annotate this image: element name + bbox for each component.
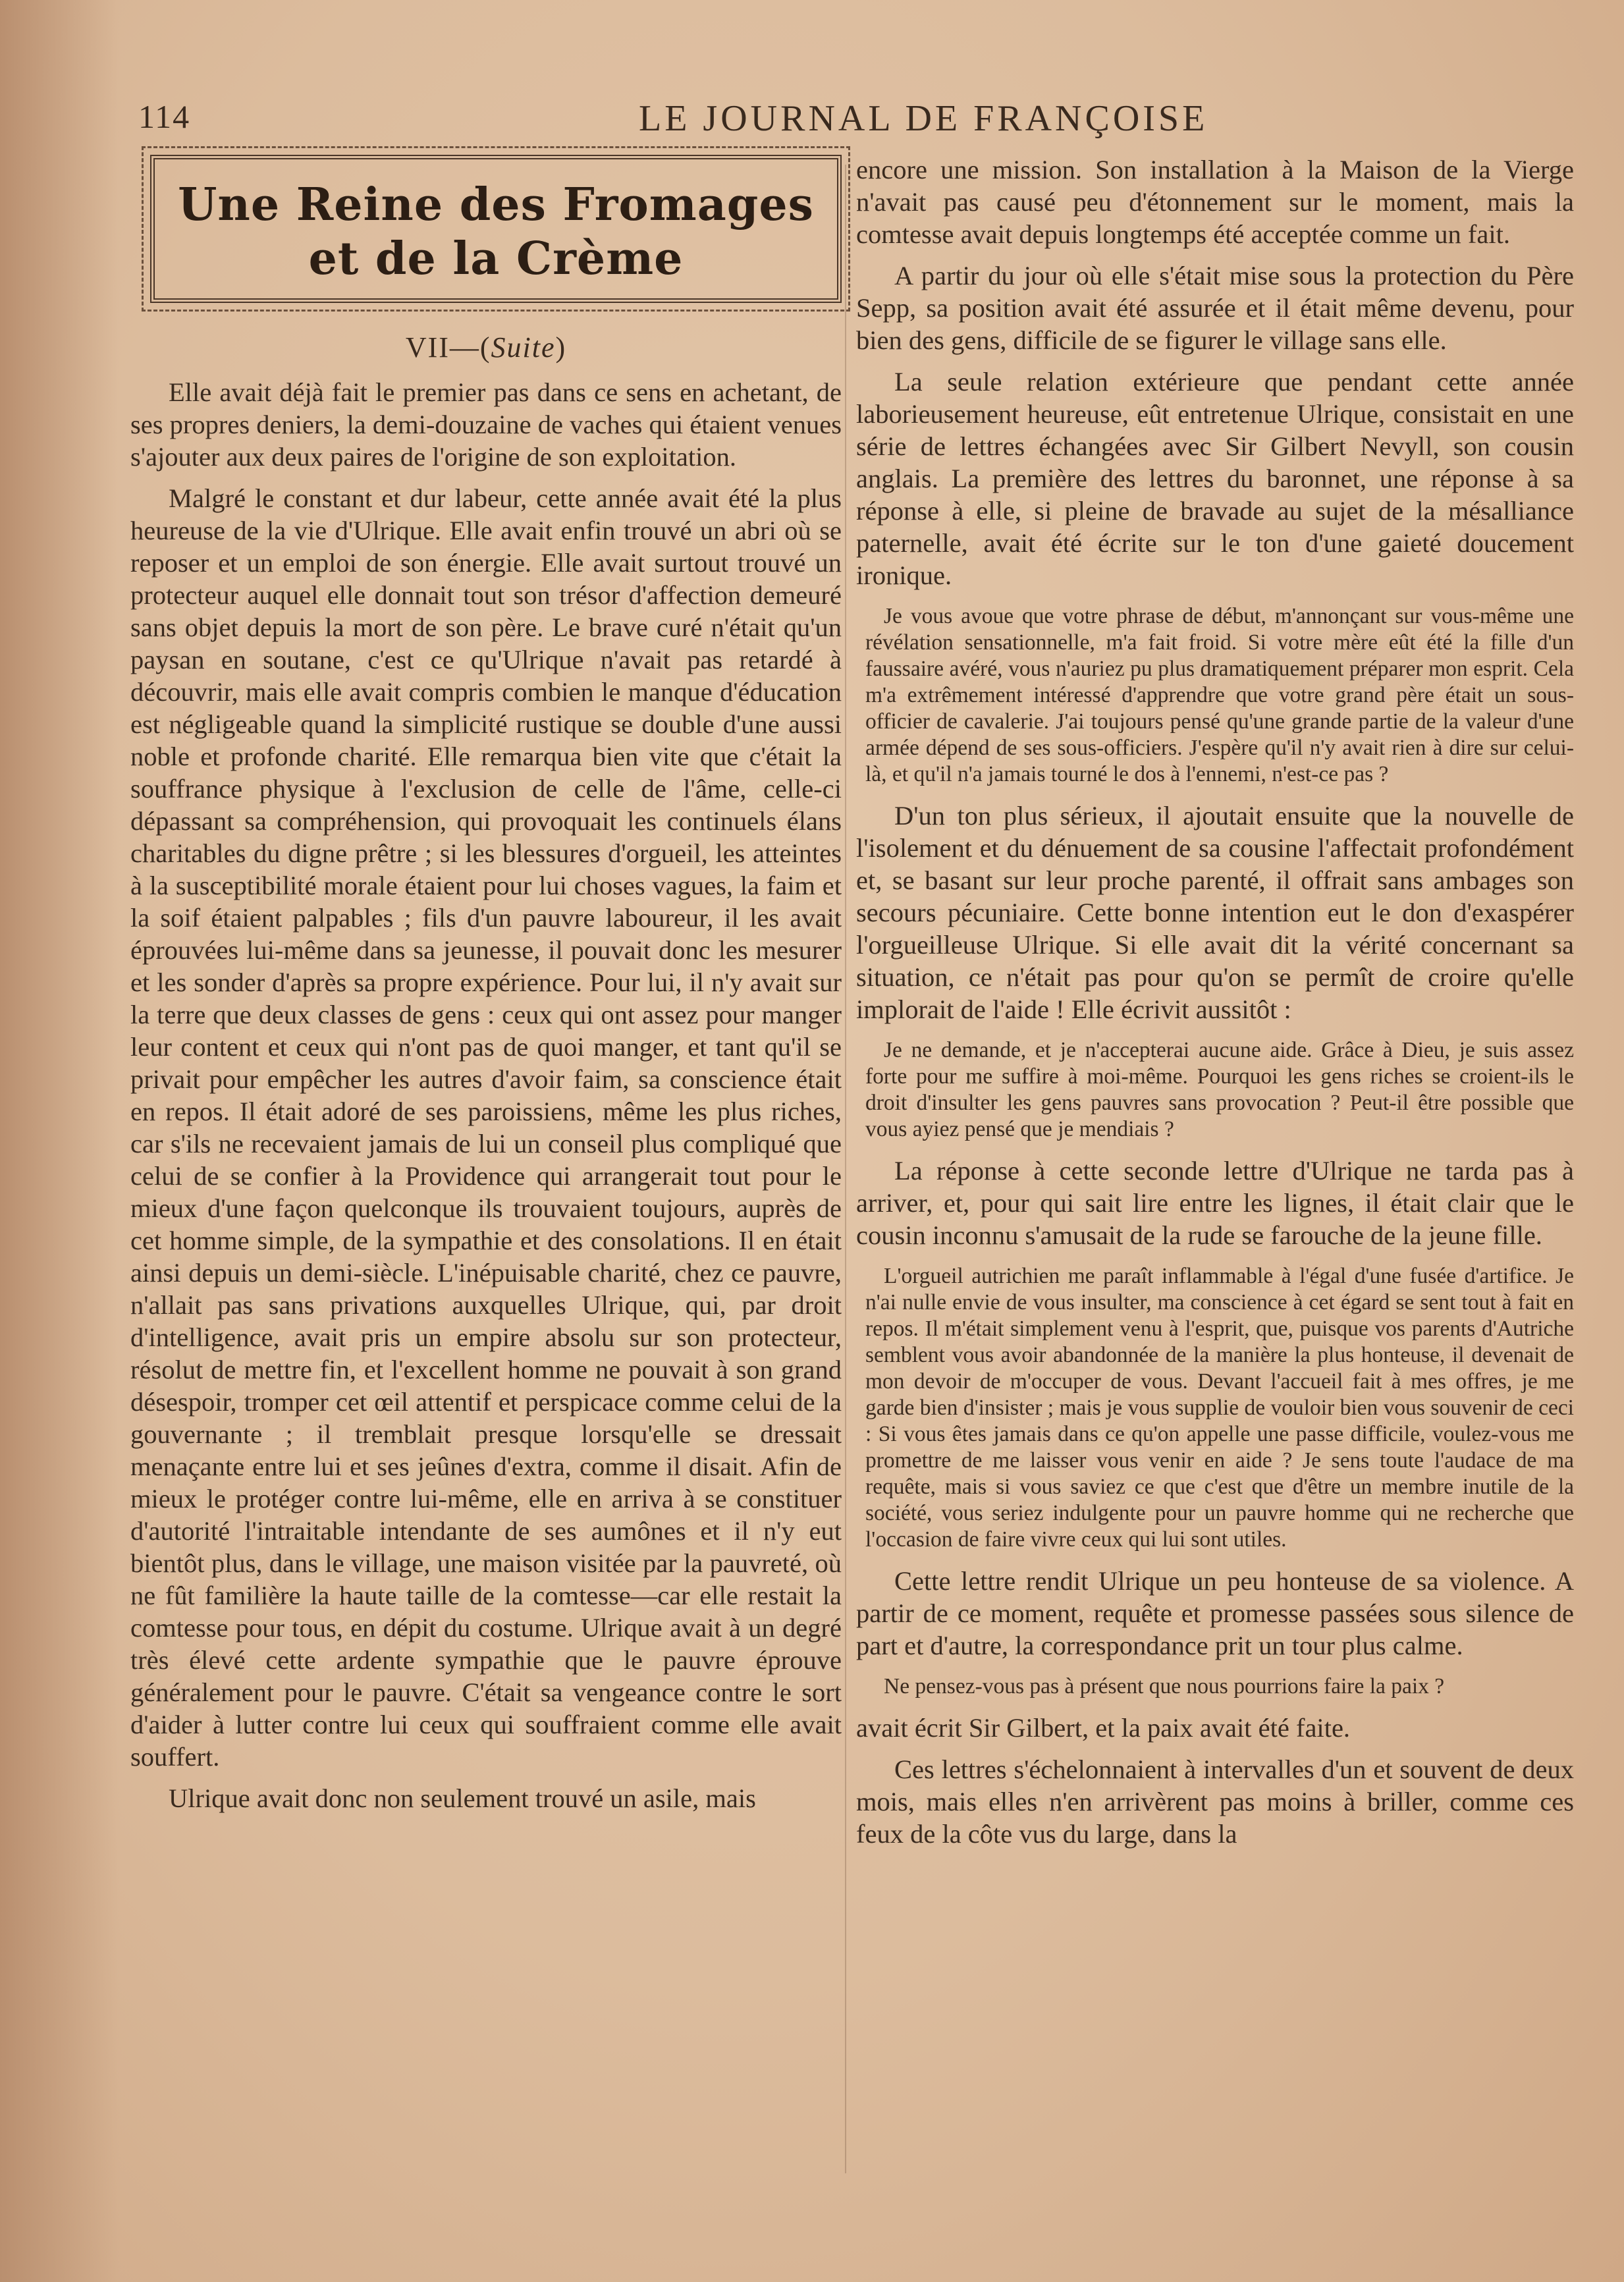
paragraph: La seule relation extérieure que pendant cette année laborieusement heureuse, eût entretenue Ulrique, consistait en une série de lettres échangées avec Sir Gilbert Nevyll, son cousin anglais. La première des lettres du baronnet, une réponse à sa réponse à elle, si pleine de bravade au sujet de la mésalliance paternelle, avait été écrite sur le ton d'une gaieté doucement ironique. [856, 367, 1574, 590]
page-edge-shadow [0, 0, 119, 2282]
page-number: 114 [138, 98, 191, 135]
paragraph: encore une mission. Son installation à la Maison de la Vierge n'avait pas causé peu d'étonnement sur le moment, mais la comtesse avait depuis longtemps été acceptée comme un fait. [856, 155, 1574, 249]
article-title-frame [150, 155, 842, 303]
paragraph: La réponse à cette seconde lettre d'Ulrique ne tarda pas à arriver, et, pour qui sait lire entre les lignes, il était clair que le cousin inconnu s'amusait de la rude se farouche de la jeune fille. [856, 1156, 1574, 1250]
page-header [138, 97, 1449, 144]
paragraph: Ulrique avait donc non seulement trouvé un asile, mais [169, 1783, 756, 1813]
letter-quote: Je ne demande, et je n'accepterai aucune aide. Grâce à Dieu, je suis assez forte pour me suffire à moi-même. Pourquoi les gens riches se croient-ils le droit d'insulter les gens pauvres sans provocation ? Peut-il être possible que vous ayiez pensé que je mendiais ? [865, 1038, 1574, 1141]
column-divider [845, 165, 846, 2173]
paragraph: Ces lettres s'échelonnaient à intervalles d'un et souvent de deux mois, mais elles n'en arrivèrent pas moins à briller, comme ces feux de la côte vus du large, dans la [856, 1754, 1574, 1849]
paragraph: Cette lettre rendit Ulrique un peu honteuse de sa violence. A partir de ce moment, requête et promesse passées sous silence de part et d'autre, la correspondance prit un tour plus calme. [856, 1566, 1574, 1660]
paragraph: Elle avait déjà fait le premier pas dans ce sens en achetant, de ses propres deniers, la demi-douzaine de vaches qui étaient venues s'ajouter aux deux paires de l'origine de son exploitation. [130, 377, 842, 472]
chapter-heading [130, 331, 842, 364]
paragraph: A partir du jour où elle s'était mise sous la protection du Père Sepp, sa position avait été assurée et il était même devenu, pour bien des gens, difficile de se figurer le village sans elle. [856, 261, 1574, 355]
letter-quote: Ne pensez-vous pas à présent que nous pourrions faire la paix ? [884, 1674, 1445, 1698]
paragraph: Malgré le constant et dur labeur, cette année avait été la plus heureuse de la vie d'Ulrique. Elle avait enfin trouvé un abri où se reposer et un emploi de son énergie. Elle avait surtout trouvé un protecteur auquel elle donnait tout son trésor d'affection demeuré sans objet depuis la mort de son père. Le brave curé n'était qu'un paysan en soutane, c'est ce qu'Ulrique n'avait pas retardé à découvrir, mais elle avait compris combien le manque d'éducation est négligeable quand la simplicité rustique se double d'une aussi noble et profonde charité. Elle remarqua bien vite que c'était la souffrance physique à l'exclusion de celle de l'âme, celle-ci dépassant sa compréhension, qui provoquait les continuels élans charitables du digne prêtre ; si les blessures d'orgueil, les atteintes à la susceptibilité morale étaient pour lui choses vagues, la faim et la soif étaient palpables ; fils d'un pauvre laboureur, il les avait éprouvées lui-même dans sa jeunesse, il pouvait donc les mesurer et les sonder d'après sa propre expérience. Pour lui, il n'y avait sur la terre que deux classes de gens : ceux qui ont assez pour manger leur content et ceux qui n'ont pas de quoi manger, et tant qu'il se privait pour empêcher les autres d'avoir faim, sa conscience était en repos. Il était adoré de ses paroissiens, même les plus riches, car s'ils ne recevaient jamais de lui un conseil plus compliqué que celui de se confier à la Providence qui arrangerait tout pour le mieux d'une façon quelconque ils trouvaient toujours, auprès de cet homme simple, de la sympathie et des consolations. Il en était ainsi depuis un demi-siècle. L'inépuisable charité, chez ce pauvre, n'allait pas sans privations auxquelles Ulrique, qui, par droit d'intelligence, avait pris un empire absolu sur son protecteur, résolut de mettre fin, et l'excellent homme ne pouvait à son grand désespoir, tromper cet œil attentif et perspicace comme celui de la gouvernante ; il tremblait presque lorsqu'elle se dressait menaçante entre lui et ses jeûnes d'extra, comme il disait. Afin de mieux le protéger contre lui-même, elle en arriva à se constituer d'autorité l'intraitable intendante de ses aumônes et il n'y eut bientôt plus, dans le village, une maison visitée par la pauvreté, où ne fût familière la haute taille de la comtesse—car elle restait la comtesse pour tous, en dépit du costume. Ulrique avait à un degré très élevé cette ardente sympathie que le pauvre éprouve généralement pour le pauvre. C'était sa vengeance contre le sort d'aider à lutter contre lui ceux qui souffraient comme elle avait souffert. [130, 483, 842, 1772]
article-title-line-1: Une Reine des Fromages [178, 178, 814, 231]
chapter-number: VII—( [405, 331, 491, 364]
article-title-line-2: et de la Crème [308, 232, 684, 285]
chapter-close: ) [555, 331, 567, 364]
journal-title: LE JOURNAL DE FRANÇOISE [639, 98, 1208, 139]
letter-quote: Je vous avoue que votre phrase de début, m'annonçant sur vous-même une révélation sensationnelle, m'a fait froid. Si votre mère eût été la fille d'un faussaire avéré, vous n'auriez pu plus dramatiquement préparer mon esprit. Cela m'a extrêmement intéressé d'apprendre que votre grand père était un sous-officier de cavalerie. J'ai toujours pensé qu'une grande partie de la valeur d'une armée dépend de ses sous-officiers. J'espère qu'il n'y avait rien à dire sur celui-là, et qu'il n'a jamais tourné le dos à l'ennemi, n'est-ce pas ? [865, 604, 1574, 786]
paragraph: avait écrit Sir Gilbert, et la paix avait été faite. [856, 1713, 1351, 1743]
paragraph: D'un ton plus sérieux, il ajoutait ensuite que la nouvelle de l'isolement et du dénuement de sa cousine l'affectait profondément et, se basant sur leur proche parenté, il offrait sans ambages son secours pécuniaire. Cette bonne intention eut le don d'exaspérer l'orgueilleuse Ulrique. Si elle avait dit la vérité concernant sa situation, ce n'était pas pour qu'on se permît de croire qu'elle implorait de l'aide ! Elle écrivit aussitôt : [856, 801, 1574, 1024]
chapter-suite: Suite [491, 331, 556, 364]
left-column [130, 148, 842, 2275]
letter-quote: L'orgueil autrichien me paraît inflammable à l'égal d'une fusée d'artifice. Je n'ai nulle envie de vous insulter, ma conscience à cet égard se sent tout à fait en repos. Il m'était simplement venu à l'esprit, que, puisque vos parents d'Autriche semblent vous avoir abandonnée de la manière la plus honteuse, il devenait de mon devoir de m'occuper de vous. Devant l'accueil fait à mes offres, je me garde bien d'insister ; mais je vous supplie de vouloir bien vous souvenir de ceci : Si vous êtes jamais dans ce qu'on appelle une passe difficile, voulez-vous me promettre de me laisser vous venir en aide ? Je sens toute l'audace de ma requête, mais si vous saviez ce que c'est que d'être un membre inutile de la société, vous seriez indulgente pour un pauvre homme qui ne recherche que l'occasion de faire vivre ceux qui lui sont utiles. [865, 1264, 1574, 1552]
right-column [856, 148, 1574, 2275]
article-title [155, 178, 837, 286]
